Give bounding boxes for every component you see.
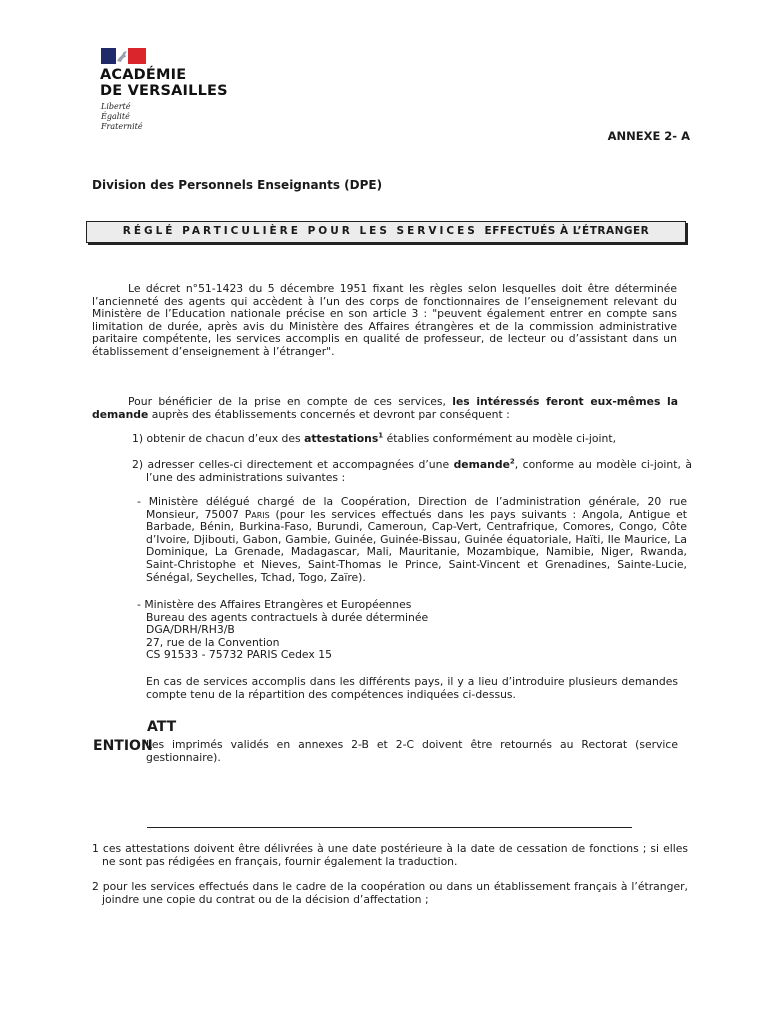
ministry-foreign-affairs-address bbox=[137, 599, 428, 662]
multiple-countries-paragraph: En cas de services accomplis dans les différents pays, il y a lieu d’introduire plusieurs demandes compte tenu de la répartition des compétences indiquées ci-dessus. bbox=[146, 675, 678, 701]
academie-title-line1: ACADÉMIE bbox=[100, 67, 187, 83]
division-title: Division des Personnels Enseignants (DPE) bbox=[92, 178, 383, 192]
motto-egalite: Égalité bbox=[101, 112, 130, 121]
annexe-label: ANNEXE 2- A bbox=[607, 129, 690, 143]
instructions-end: auprès des établissements concernés et devront par conséquent : bbox=[148, 407, 510, 421]
list-item-2-start: 2) adresser celles-ci directement et accompagnées d’une bbox=[132, 458, 454, 471]
marianne-logo-icon bbox=[101, 48, 146, 64]
instructions-paragraph bbox=[92, 396, 678, 421]
banner-title-tail: EFFECTUÉS À L’ÉTRANGER bbox=[484, 225, 650, 237]
footnote-1: 1 ces attestations doivent être délivrées à une date postérieure à la date de cessation de fonctions ; si elles ne sont pas rédigées en français, fournir également la traduction. bbox=[92, 842, 688, 868]
address-line: - Ministère des Affaires Etrangères et Européennes bbox=[137, 598, 412, 611]
address-line: DGA/DRH/RH3/B bbox=[146, 623, 235, 637]
ministry-cooperation-start: - Ministère délégué chargé de la Coopération, Direction de l’administration générale, 20 rue Monsieur, 75007 bbox=[137, 495, 687, 521]
list-item-2-bold: demande bbox=[453, 458, 510, 471]
list-item bbox=[132, 433, 678, 446]
motto-liberte: Liberté bbox=[101, 102, 131, 111]
academie-title bbox=[100, 67, 228, 99]
republic-motto bbox=[101, 102, 143, 132]
ministry-cooperation-block bbox=[137, 496, 687, 584]
banner-title-main: RÉGLÉ PARTICULIÈRE POUR LES SERVICES bbox=[122, 225, 478, 237]
footnote-2: 2 pour les services effectués dans le cadre de la coopération ou dans un établissement français à l’étranger, joindre une copie du contrat ou de la décision d’affectation ; bbox=[92, 880, 688, 906]
academie-title-line2: DE VERSAILLES bbox=[100, 83, 228, 99]
ministry-cooperation-city: Paris bbox=[244, 507, 270, 521]
section-banner bbox=[86, 221, 686, 243]
list-item-1-bold: attestations bbox=[304, 432, 379, 445]
list-item-2-end: , conforme au modèle ci-joint, à l’une des administrations suivantes : bbox=[146, 458, 693, 484]
address-line: 27, rue de la Convention bbox=[146, 635, 280, 649]
list-item-1-start: 1) obtenir de chacun d’eux des bbox=[132, 432, 305, 445]
footnote-ref-2: 2 bbox=[509, 457, 515, 466]
attention-label-part2: ENTION bbox=[93, 738, 153, 754]
footnote-ref-1: 1 bbox=[378, 431, 384, 440]
address-line: Bureau des agents contractuels à durée déterminée bbox=[146, 610, 429, 624]
attention-paragraph: Les imprimés validés en annexes 2-B et 2-C doivent être retournés au Rectorat (service gestionnaire). bbox=[146, 738, 678, 764]
banner-title bbox=[87, 225, 685, 237]
motto-fraternite: Fraternité bbox=[101, 122, 143, 131]
ministry-cooperation-countries: (pour les services effectués dans les pays suivants : Angola, Antigue et Barbade, Bénin, Burkina-Faso, Burundi, Cameroun, Cap-Vert, Centrafrique, Comores, Congo, Côte d’Ivoire, Djibouti, Gabon, Gambie, Guinée, Guinée-Bissau, Guinée équatoriale, Haïti, Ile Maurice, La Dominique, La Grenade, Madagascar, Mali, Mauritanie, Mozambique, Namibie, Niger, Rwanda, Saint-Christophe et Nieves, Saint-Thomas le Prince, Saint-Vincent et Grenadines, Sainte-Lucie, Sénégal, Seychelles, Tchad, Togo, Zaïre). bbox=[146, 507, 687, 584]
instructions-start: Pour bénéficier de la prise en compte de ces services, bbox=[128, 395, 453, 408]
decree-paragraph: Le décret n°51-1423 du 5 décembre 1951 fixant les règles selon lesquelles doit être déterminée l’ancienneté des agents qui accèdent à l’un des corps de fonctionnaires de l’enseignement relevant du Ministère de l’Education nationale précise en son article 3 : "peuvent également entrer en compte sans limitation de durée, après avis du Ministère des Affaires étrangères et de la commission administrative paritaire compétente, les services accomplis en qualité de professeur, de lecteur ou d’assistant dans un établissement d’enseignement à l’étranger". bbox=[92, 282, 677, 358]
footnote-separator bbox=[147, 827, 632, 828]
instructions-bold: les intéressés feront eux-mêmes la demande bbox=[92, 395, 678, 421]
attention-label-part1: ATT bbox=[147, 719, 177, 735]
address-line: CS 91533 - 75732 PARIS Cedex 15 bbox=[146, 648, 332, 662]
list-item-1-end: établies conformément au modèle ci-joint, bbox=[383, 432, 617, 445]
list-item bbox=[132, 459, 692, 484]
